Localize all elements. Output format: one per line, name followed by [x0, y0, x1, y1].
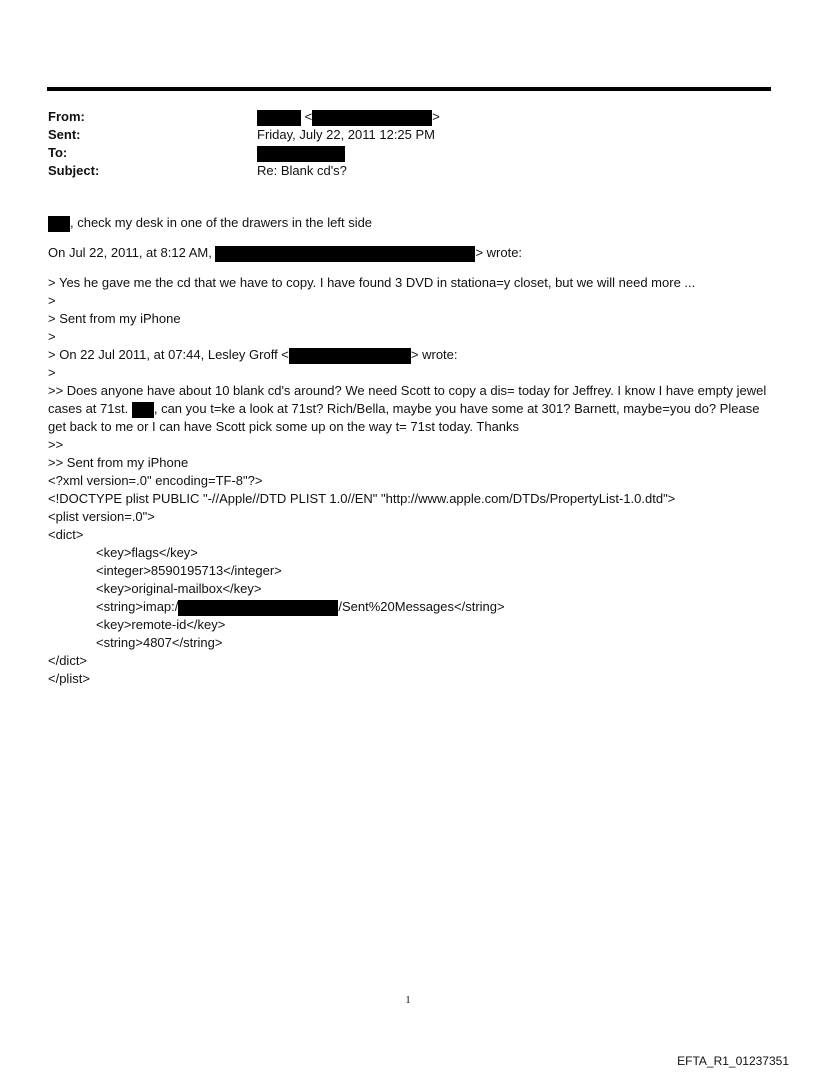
page-number: 1 [405, 994, 411, 1006]
subject-value: Re: Blank cd's? [257, 163, 347, 178]
bates-number: EFTA_R1_01237351 [677, 1054, 789, 1068]
sent-value: Friday, July 22, 2011 12:25 PM [257, 127, 436, 142]
from-lt: < [304, 109, 313, 124]
quote-line: >> [48, 437, 64, 452]
from-gt: > [432, 109, 440, 124]
quote-paragraph: >> Does anyone have about 10 blank cd's around? We need Scott to copy a dis= today for Jeffrey. I know I have empty jewel cases at 71st. , can you t=ke a look at 71st? Rich/Bella, maybe you have some at 301? Barnett, maybe=you do? Please get back to me or I can have Scott pick some up on the way t= 71st today. Thanks [48, 383, 767, 434]
quote-line: > [48, 365, 56, 380]
quote-line: >> Sent from my iPhone [48, 455, 189, 470]
quote-line: > Sent from my iPhone [48, 311, 181, 326]
redaction-box [215, 246, 475, 262]
to-value [257, 144, 345, 162]
plist-line: <string>imap:/ /Sent%20Messages</string> [96, 599, 505, 614]
email-body [48, 214, 770, 688]
sent-label: Sent: [48, 127, 81, 142]
redaction-box [257, 110, 301, 126]
redaction-box [132, 402, 154, 418]
to-label: To: [48, 145, 68, 160]
from-label: From: [48, 109, 85, 124]
quote-line: > [48, 293, 56, 308]
quote-line: > Yes he gave me the cd that we have to copy. I have found 3 DVD in stationa=y closet, but we will need more ... [48, 275, 696, 290]
reply-line: , check my desk in one of the drawers in the left side [48, 214, 770, 232]
plist-line: <key>flags</key> [96, 545, 198, 560]
subject-label: Subject: [48, 163, 100, 178]
quote-attribution-line: > On 22 Jul 2011, at 07:44, Lesley Groff < > wrote: [48, 347, 458, 362]
plist-line: <string>4807</string> [96, 635, 223, 650]
redaction-box [178, 600, 338, 616]
plist-line: <dict> [48, 527, 84, 542]
redaction-box [289, 348, 411, 364]
plist-line: <?xml version=.0" encoding=TF-8"?> [48, 473, 263, 488]
plist-line: <key>original-mailbox</key> [96, 581, 262, 596]
plist-line: </dict> [48, 653, 88, 668]
redaction-box [257, 146, 345, 162]
quote-line: > [48, 329, 56, 344]
redaction-box [312, 110, 432, 126]
plist-line: <integer>8590195713</integer> [96, 563, 282, 578]
from-value [257, 108, 440, 126]
redaction-box [48, 216, 70, 232]
header-rule [47, 87, 771, 91]
plist-line: <plist version=.0"> [48, 509, 155, 524]
plist-line: <key>remote-id</key> [96, 617, 226, 632]
plist-line: </plist> [48, 671, 90, 686]
plist-line: <!DOCTYPE plist PUBLIC "-//Apple//DTD PLIST 1.0//EN" "http://www.apple.com/DTDs/PropertyList-1.0.dtd"> [48, 491, 676, 506]
quoted-attribution: On Jul 22, 2011, at 8:12 AM, > wrote: [48, 245, 523, 260]
